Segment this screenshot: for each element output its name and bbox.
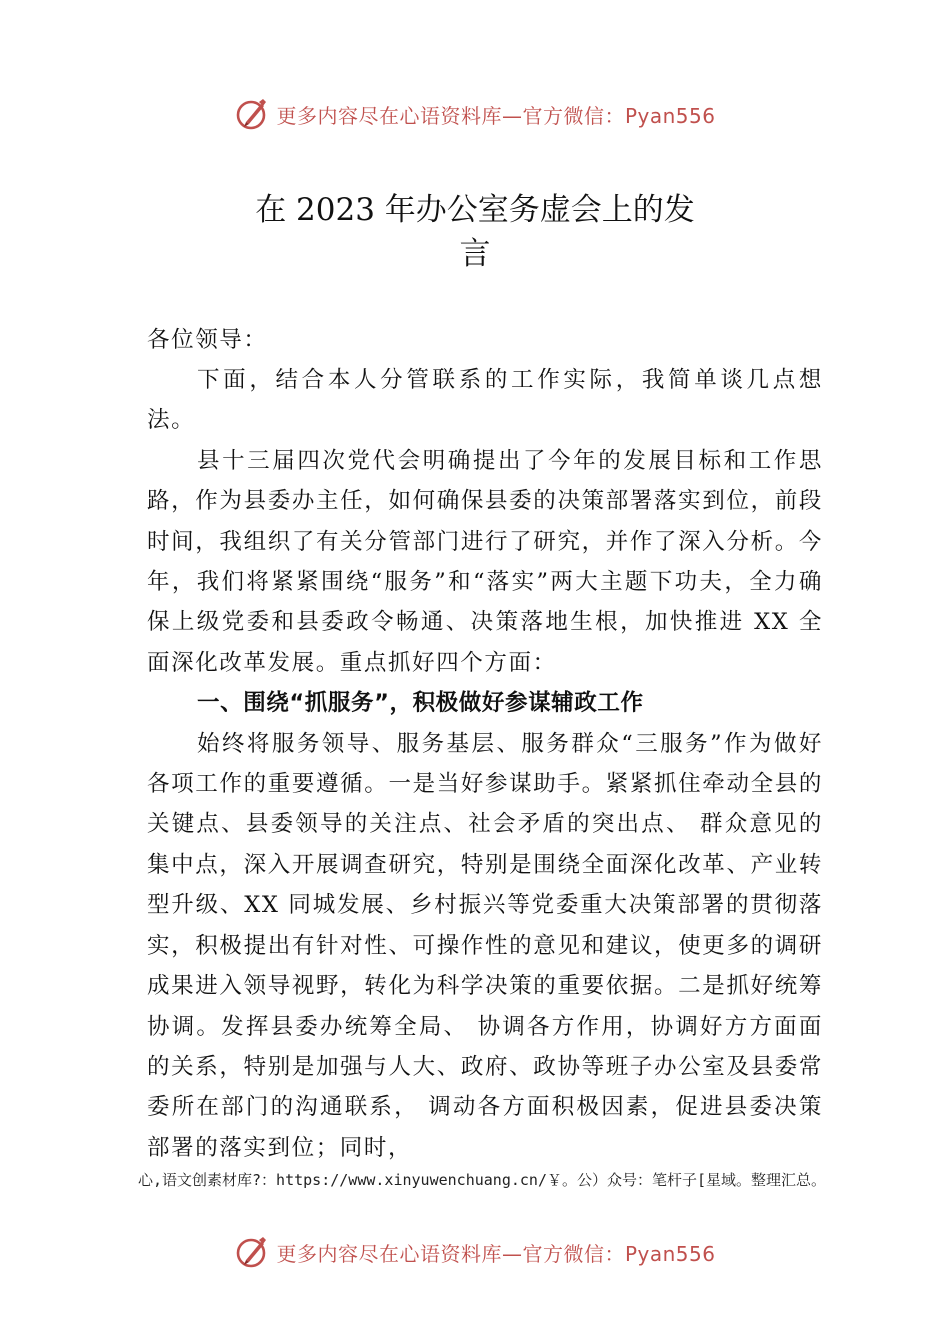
document-body bbox=[147, 360, 823, 1168]
section-heading: 一、围绕“抓服务”，积极做好参谋辅政工作 bbox=[197, 690, 644, 717]
greeting bbox=[147, 320, 823, 360]
footer-banner bbox=[0, 1232, 950, 1272]
paragraph-overview: 县十三届四次党代会明确提出了今年的发展目标和工作思路，作为县委办主任，如何确保县委的决策部署落实到位，前段时间，我组织了有关分管部门进行了研究，并作了深入分析。今年，我们将紧紧围绕“服务”和“落实”两大主题下功夫，全力确保上级党委和县委政令畅通、决策落地生根，加快推进 XX 全面深化改革发展。重点抓好四个方面： bbox=[147, 447, 823, 676]
footnote: 心,语文创素材库?：https://www.xinyuwenchuang.cn/￥。公）众号：笔杆子[星域。整理汇总。 bbox=[138, 1171, 827, 1189]
pen-logo-icon bbox=[234, 96, 270, 132]
document-title-line-1: 在 2023 年办公室务虚会上的发 bbox=[255, 192, 695, 228]
paragraph-section-1: 始终将服务领导、服务基层、服务群众“三服务”作为做好各项工作的重要遵循。一是当好参谋助手。紧紧抓住牵动全县的关键点、县委领导的关注点、社会矛盾的突出点、 群众意见的集中点，深入开展调查研究，特别是围绕全面深化改革、产业转型升级、XX 同城发展、乡村振兴等党委重大决策部署的贯彻落实，积极提出有针对性、可操作性的意见和建议，使更多的调研成果进入领导视野，转化为科学决策的重要依据。二是抓好统筹协调。发挥县委办统筹全局、 协调各方作用，协调好方方面面的关系，特别是加强与人大、政府、政协等班子办公室及县委常委所在部门的沟通联系， 调动各方面积极因素，促进县委决策部署的落实到位；同时， bbox=[147, 730, 823, 1161]
header-banner bbox=[0, 94, 950, 134]
banner-text: 更多内容尽在心语资料库—官方微信：Pyan556 bbox=[276, 103, 716, 128]
greeting-text: 各位领导： bbox=[147, 327, 268, 353]
paragraph-intro: 下面，结合本人分管联系的工作实际，我简单谈几点想法。 bbox=[147, 367, 823, 434]
banner-text: 更多内容尽在心语资料库—官方微信：Pyan556 bbox=[276, 1241, 716, 1266]
document-title-line-2: 言 bbox=[459, 236, 491, 272]
pen-logo-icon bbox=[234, 1234, 270, 1270]
